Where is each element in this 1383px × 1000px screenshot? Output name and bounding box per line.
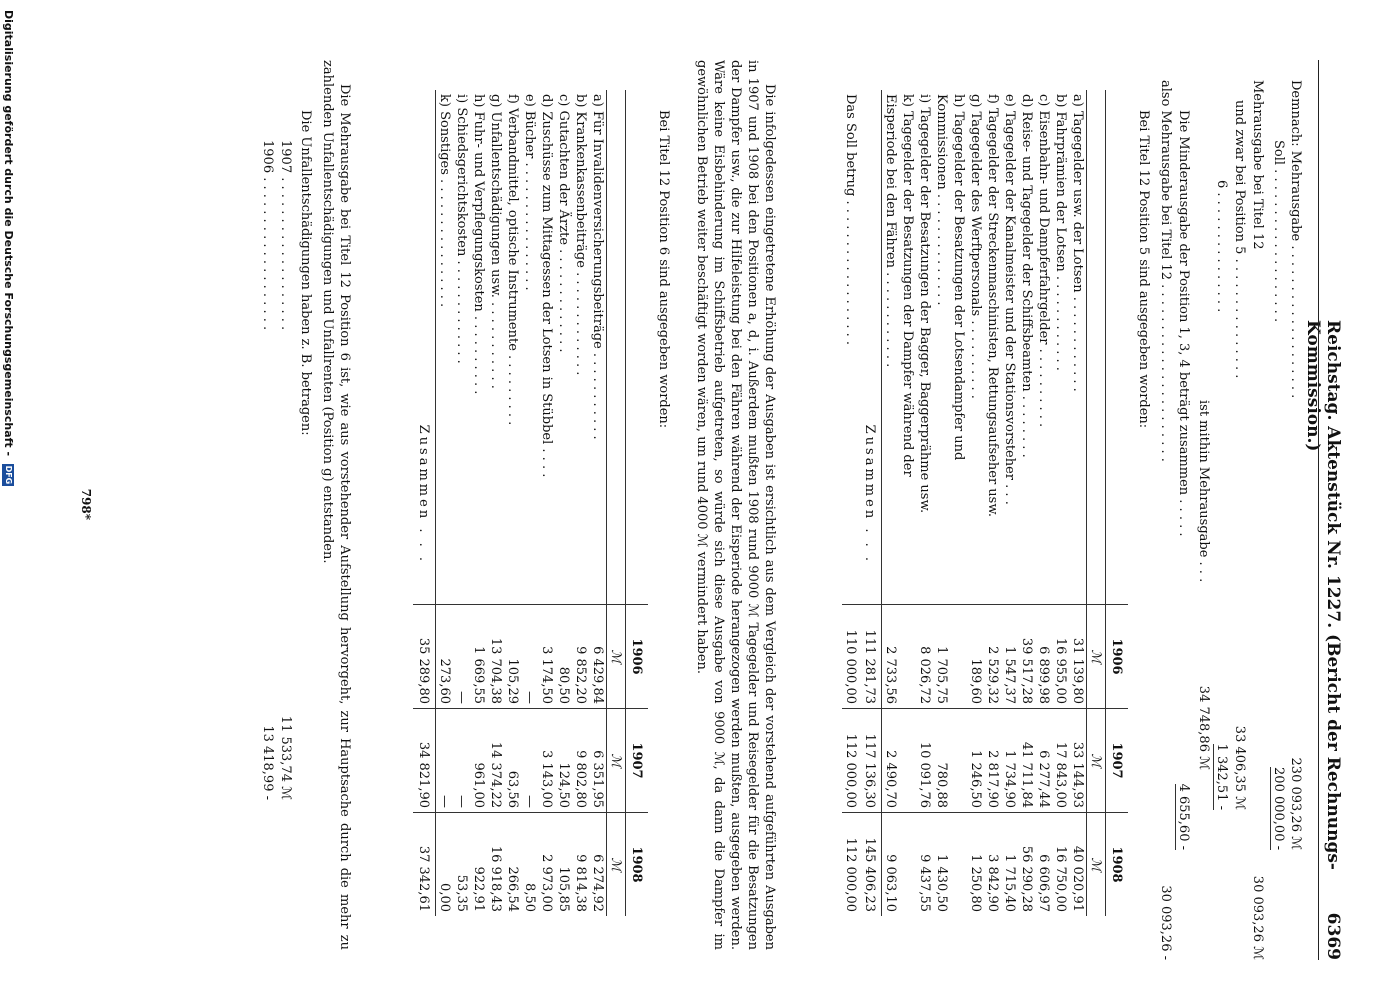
table1-row-label: Kommissionen . . . . . . . . . . . . . . [934,94,949,306]
table2-sum-1906: 35 289,80 [413,605,436,709]
demnach-value: 230 093,26 ℳ [1288,757,1303,850]
table1-row-label: e) Tagegelder der Kanalmeister und der Stationsvorsteher . . . [1002,94,1017,505]
table1-row-label: Eisperiode bei den Fähren . . . . . . . . . . . . [883,94,898,368]
table2-cell: 105,85 [555,813,572,917]
table2-year-1908: 1908 [626,813,649,917]
table1-row-label: d) Reise- und Tagegelder der Schiffsbeamten . . . . . . . . [1019,94,1034,458]
table1-cell: 6 277,44 [1035,709,1052,813]
table1-cell: 9 063,10 [882,813,900,917]
soll-value: 200 000,00 - [1271,767,1286,850]
table1-row-label: c) Eisenbahn- und Dampferfahrgelder . . . . . . . . . . [1036,94,1051,428]
table2-cell: 6 274,92 [589,813,607,917]
table2-row [589,90,607,916]
table2-cell: 14 374,22 [487,709,504,813]
table2-row-label: f) Verbandmittel, optische Instrumente . . . . . . . . . [505,94,520,426]
table1-sum-1906: 111 281,73 [859,605,882,709]
table1-cell: 39 517,28 [1018,605,1035,709]
table2-unit: ℳ [607,709,626,813]
table2-row-label: b) Krankenkassenbeiträge . . . . . . . . . . . . . [573,94,588,376]
table1-cell: 2 490,70 [882,709,900,813]
table1-cell [950,813,967,917]
table2-cell: 3 174,50 [538,605,555,709]
demnach-label: Demnach: Mehrausgabe . . . . . . . . . . . . . . . . . . . [1288,80,1303,399]
ist-label: ist mithin Mehrausgabe . . . [1196,400,1211,583]
table1-row [899,90,916,916]
table2-cell: — [436,709,454,813]
table2-year-1907: 1907 [626,709,649,813]
table2-cell: 105,29 [504,605,521,709]
table1-cell: 16 750,00 [1052,813,1069,917]
table2-cell: 1 669,55 [470,605,487,709]
table1-cell: 1 430,50 [933,813,950,917]
table2-cell: 80,50 [555,605,572,709]
table1-row-label: i) Tagegelder der Besatzungen der Bagger, Baggerprähme usw. [917,94,932,514]
table2-cell: 9 852,20 [572,605,589,709]
table1-row-label: h) Tagegelder der Besatzungen der Lotsendampfer und [951,94,966,461]
unfall-intro: Die Unfallentschädigungen haben z. B. betragen: [298,110,313,436]
table1-cell: 6 606,97 [1035,813,1052,917]
table2-cell: 63,56 [504,709,521,813]
table1-cell: 17 843,00 [1052,709,1069,813]
table1-row [1069,90,1087,916]
table2-unit: ℳ [607,605,626,709]
table1-cell: 189,60 [967,605,984,709]
table1-cell: 16 955,00 [1052,605,1069,709]
closing-text: Die Mehrausgabe bei Titel 12 Position 6 ist, wie aus vorstehender Aufstellung hervorgeht, zur Hauptsache durch die mehr zu zahlenden Unfallentschädigungen und Unfallrenten (Position g) entstanden. [320,60,352,950]
table2-sum-1908: 37 342,61 [413,813,436,917]
also-label: also Mehrausgabe bei Titel 12 . . . . . . . . . . . . . . . . . . . . . . [1158,80,1173,462]
mehr-label: Mehrausgabe bei Titel 12 [1250,80,1265,250]
table1-cell: 1 250,80 [967,813,984,917]
table2-cell: 124,50 [555,709,572,813]
table1-cell: 41 711,84 [1018,709,1035,813]
table1-year-1906: 1906 [1106,605,1129,709]
paragraph-1: Die infolgedessen eingetretene Erhöhung der Ausgaben ist ersichtlich aus dem Vergleich der vorstehend aufgeführten Ausgaben in 1907 und 1908 bei den Positionen a, d, i. Außerdem mußten 1908 rund 9000 ℳ Tagegelder und Reisegelder für die Besatzungen der Dampfer usw., die zur Hilfeleistung bei den Fähren während der Eisperiode herangezogen werden mußten, ausgegeben werden. Wäre keine Eisbehinderung im Schiffsbetrieb aufgetreten, so würde sich diese Ausgabe von 9000 ℳ, da dann die Dampfer im gewöhnlichen Betrieb weiter beschäftigt worden wären, um rund 4000 ℳ vermindert haben. [694,60,777,950]
table2-row [572,90,589,916]
table2-cell: — [521,605,538,709]
table1-row-label: g) Tagegelder des Werftpersonals . . . . . . . . . . [968,94,983,399]
table1-row [882,90,900,916]
table1-cell: 9 437,55 [916,813,933,917]
table2-cell: 961,00 [470,709,487,813]
table2-cell: 16 918,43 [487,813,504,917]
digitization-note [2,10,15,486]
table1-cell: 6 899,98 [1035,605,1052,709]
table2-sum-label: Zusammen . . . [413,90,436,605]
table1-cell: 1 715,40 [1001,813,1018,917]
table1-sum-1907: 117 136,30 [859,709,882,813]
table1-cell: 1 246,50 [967,709,984,813]
table1-unit: ℳ [1087,605,1106,709]
page-number: 6369 [1323,912,1343,960]
table1-cell: 2 817,90 [984,709,1001,813]
table1-row-label: k) Tagegelder der Besatzungen der Dampfer während der [900,94,915,477]
table1-year-1907: 1907 [1106,709,1129,813]
closing-paragraph [319,60,353,950]
table2-row-label: e) Bücher . . . . . . . . . . . . . . . . [522,94,537,291]
table2-row [555,90,572,916]
ist-value: 34 748,86 ℳ [1196,685,1211,770]
table1-cell [899,813,916,917]
table2-row-label: g) Unfallentschädigungen usw. . . . . . . . . . . . [488,94,503,389]
table1-cell: 2 529,32 [984,605,1001,709]
table1-cell [899,605,916,709]
expenditure-table-position-6 [413,90,648,916]
unfall-1906-value: 13 418,99 - [260,725,275,800]
table2-cell: — [453,709,470,813]
table1-cell: 3 842,90 [984,813,1001,917]
table2-cell: 6 429,84 [589,605,607,709]
table2-row [470,90,487,916]
unfall-1906-label: 1906 . . . . . . . . . . . . . . . . . . . [260,140,275,331]
soll-label: Soll . . . . . . . . . . . . . . . . . . . [1271,140,1286,323]
explanation-paragraph [693,60,778,950]
table1-year-1908: 1908 [1106,813,1129,917]
table1-row-label: f) Tagegelder der Streckenmaschinisten, Rettungsaufseher usw. [985,94,1000,518]
table2-cell: 2 973,00 [538,813,555,917]
table2-sum-1907: 34 821,90 [413,709,436,813]
table1-cell [950,709,967,813]
table1-sum-1908: 145 406,23 [859,813,882,917]
table1-cell: 33 144,93 [1069,709,1087,813]
table1-unit: ℳ [1087,709,1106,813]
table1-soll-label: Das Soll betrug . . . . . . . . . . . . . . . . . . [843,94,858,346]
table2-cell: 53,35 [453,813,470,917]
table1-cell: 8 026,72 [916,605,933,709]
expenditure-table-position-5 [842,90,1128,916]
pos6-label: 6 . . . . . . . . . . . . . . . [1214,180,1229,313]
table2-row-label: k) Sonstiges . . . . . . . . . . . . . . . . [437,94,452,308]
table1-cell [950,605,967,709]
table2-row [436,90,454,916]
table2-row-label: a) Für Invalidenversicherungsbeiträge . . . . . . . . . . . [590,94,605,440]
table1-cell [899,709,916,813]
table1-intro: Bei Titel 12 Position 5 sind ausgegeben worden: [1136,110,1151,429]
page-mark: 798* [79,488,93,520]
table1-sum-label: Zusammen . . . [859,90,882,605]
table2-row [521,90,538,916]
table2-cell: 273,60 [436,605,454,709]
minder-label: Die Minderausgabe der Position 1, 3, 4 beträgt zusammen . . . . . [1176,110,1191,537]
digitization-text: Digitalisierung gefördert durch die Deutsche Forschungsgemeinschaft - [2,10,15,457]
table1-cell: 1 547,37 [1001,605,1018,709]
table2-cell: 13 704,38 [487,605,504,709]
table1-cell: 780,88 [933,709,950,813]
table2-cell: 3 143,00 [538,709,555,813]
table2-unit: ℳ [607,813,626,917]
dfg-logo-icon: DFG [4,465,13,485]
table2-cell: — [453,605,470,709]
page-title: Reichstag. Aktenstück Nr. 1227. (Bericht der Rechnungs-Kommission.) [1303,320,1343,870]
table2-year-1906: 1906 [626,605,649,709]
table1-row [933,90,950,916]
table1-row [984,90,1001,916]
table2-row-label: d) Zuschüsse zum Mittagessen der Lotsen in Stübbel . . . . [539,94,554,478]
table1-soll-1907: 112 000,00 [842,709,859,813]
table1-soll-1906: 110 000,00 [842,605,859,709]
table2-cell: 8,50 [521,813,538,917]
table2-intro: Bei Titel 12 Position 6 sind ausgegeben worden: [656,110,671,429]
table2-row [487,90,504,916]
mehr-total: 30 093,26 ℳ [1250,875,1265,960]
table1-row [1001,90,1018,916]
table1-cell: 56 290,28 [1018,813,1035,917]
table1-row [950,90,967,916]
pos6-value: 1 342,51 - [1214,743,1229,810]
table2-row [538,90,555,916]
table2-row [504,90,521,916]
und-zwar-label: und zwar bei Position 5 . . . . . . . . . . . . . . . [1232,100,1247,379]
und-zwar-value: 33 406,35 ℳ [1232,725,1247,810]
table1-cell: 31 139,80 [1069,605,1087,709]
table1-row [1052,90,1069,916]
unfall-1907-value: 11 533,74 ℳ [278,715,293,800]
table1-row [967,90,984,916]
table2-cell: 9 802,80 [572,709,589,813]
table1-cell: 1 705,75 [933,605,950,709]
table2-cell: 266,54 [504,813,521,917]
table1-cell: 2 733,56 [882,605,900,709]
unfall-1907-label: 1907 . . . . . . . . . . . . . . . . . . . [278,140,293,331]
table1-row [1018,90,1035,916]
table2-row-label: i) Schiedsgerichtskosten . . . . . . . . . . . . . [454,94,469,364]
table1-cell: 40 020,91 [1069,813,1087,917]
table1-row [1035,90,1052,916]
table2-cell: 922,91 [470,813,487,917]
table1-row-label: a) Tagegelder usw. der Lotsen . . . . . . . . . . . . [1070,94,1085,392]
table1-unit: ℳ [1087,813,1106,917]
table1-cell: 1 734,90 [1001,709,1018,813]
table1-row [916,90,933,916]
table2-cell: — [521,709,538,813]
minder-value: 4 655,60 - [1176,783,1191,850]
also-value: 30 093,26 - [1158,885,1173,960]
table2-cell: 9 814,38 [572,813,589,917]
table1-row-label: b) Fahrprämien der Lotsen . . . . . . . . . . . . [1053,94,1068,371]
table2-row-label: h) Fuhr- und Verpflegungskosten . . . . . . . . . . [471,94,486,395]
table1-soll-1908: 112 000,00 [842,813,859,917]
table2-cell: 6 351,95 [589,709,607,813]
header-rule [1318,60,1319,960]
table2-cell: 0,00 [436,813,454,917]
table1-cell: 10 091,76 [916,709,933,813]
table2-row [453,90,470,916]
table2-row-label: c) Gutachten der Ärzte . . . . . . . . . . . . . [556,94,571,353]
